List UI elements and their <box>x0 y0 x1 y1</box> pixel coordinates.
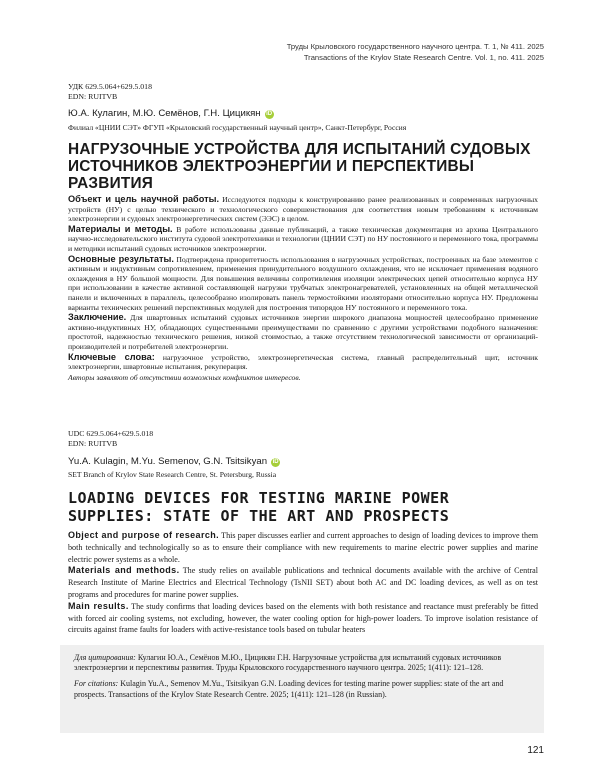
en-author-block <box>68 456 538 480</box>
en-objective-label: Object and purpose of research. <box>68 530 219 540</box>
en-authors <box>68 456 538 468</box>
en-methods-label: Materials and methods. <box>68 565 179 575</box>
citation-ru <box>74 653 530 673</box>
ru-affiliation: Филиал «ЦНИИ СЭТ» ФГУП «Крыловский государственный научный центр», Санкт-Петербург, Россия <box>68 123 538 133</box>
ru-objective <box>68 195 538 224</box>
ru-keywords <box>68 353 538 372</box>
citation-ru-text: Кулагин Ю.А., Семёнов М.Ю., Цицикян Г.Н. Нагрузочные устройства для испытаний судовых источников электроэнергии и перспективы развития. Труды Крыловского государственного научного центра. 2025; 1(411): 121–128. <box>74 653 501 672</box>
ru-edn: EDN: RUITVB <box>68 92 538 102</box>
ru-keywords-text: нагрузочное устройство, электроэнергетическая система, главный распределительный щит, источник электроэнергии, швартовные испытания, рекуперация. <box>68 353 538 372</box>
en-authors-text: Yu.A. Kulagin, M.Yu. Semenov, G.N. Tsitsikyan <box>68 456 267 468</box>
citation-box <box>60 645 544 733</box>
ru-author-block <box>68 108 538 133</box>
ru-objective-text: Исследуются подходы к конструированию ранее реализованных и современных нагрузочных устройств (НУ) с целью технического и технологического совершенствования для соответствия новым требованиям к источникам электроэнергии и судовых электроэнергетических систем (ЭЭС) в целом. <box>68 195 538 223</box>
ru-authors <box>68 108 538 120</box>
ru-methods-text: В работе использованы данные публикаций, а также техническая документация из архива Центрального научно-исследовательского института судовой электротехники и технологии (ЦНИИ СЭТ) по НУ постоянного и переменного тока, программы и методики испытаний судовых источников электроэнергии. <box>68 225 538 253</box>
ru-objective-label: Объект и цель научной работы. <box>68 194 219 204</box>
citation-ru-label: Для цитирования: <box>74 653 136 662</box>
ru-methods-label: Материалы и методы. <box>68 224 173 234</box>
running-header-en: Transactions of the Krylov State Research Centre. Vol. 1, no. 411. 2025 <box>287 53 544 64</box>
ru-results-text: Подтверждена приоритетность использования в нагрузочных устройствах, построенных на базе элементов с активным и индуктивным сопротивлением, применения принудительного воздушного охлаждения, что не исключает применения водяного охлаждения в НУ большой мощности. Для повышения величины сопротивления изоляции электрических цепей относительно корпуса НУ при использовании в качестве активной составляющей нагрузки трубчатых электронагревателей, установленных на общей металлической панели и включенных в параллель, целесообразно изолировать панель термостойкими изоляторами относительно корпуса НУ. Предложены варианты технических решений перспективных модулей для построения типорядов НУ постоянного и переменного тока. <box>68 255 538 312</box>
en-affiliation: SET Branch of Krylov State Research Centre, St. Petersburg, Russia <box>68 470 538 480</box>
ru-results-label: Основные результаты. <box>68 254 174 264</box>
orcid-icon[interactable]: iD <box>271 458 280 467</box>
en-results-text: The study confirms that loading devices based on the elements with both resistance and reactance must preferably be fitted with forced air cooling systems, not excluding, however, the water cooling option for high-power loaders. To improve isolation resistance of circuits against frame faults for loaders with active-resistance tools based on tubular heaters <box>68 602 538 635</box>
en-abstract <box>68 530 538 636</box>
citation-en-text: Kulagin Yu.A., Semenov M.Yu., Tsitsikyan G.N. Loading devices for testing marine power supplies: state of the art and prospects. Transactions of the Krylov State Research Centre. 2025; 1(411): 121–128 (in Russian). <box>74 679 503 698</box>
ru-abstract <box>68 195 538 382</box>
running-header-ru: Труды Крыловского государственного научного центра. Т. 1, № 411. 2025 <box>287 42 544 53</box>
ru-conclusion <box>68 313 538 351</box>
en-objective <box>68 530 538 565</box>
en-meta <box>68 429 538 449</box>
orcid-icon[interactable]: iD <box>265 110 274 119</box>
ru-udc: УДК 629.5.064+629.5.018 <box>68 82 538 92</box>
ru-authors-text: Ю.А. Кулагин, М.Ю. Семёнов, Г.Н. Цицикян <box>68 108 261 120</box>
en-title: LOADING DEVICES FOR TESTING MARINE POWER SUPPLIES: STATE OF THE ART AND PROSPECTS <box>68 489 538 525</box>
running-header <box>287 42 544 63</box>
ru-meta <box>68 82 538 102</box>
en-results-label: Main results. <box>68 601 129 611</box>
ru-results <box>68 255 538 313</box>
ru-conclusion-text: Для швартовных испытаний судовых источников энергии широкого диапазона мощностей целесообразно применение активно-индуктивных НУ, обладающих существенными преимуществами по сравнению с другими устройствами подобного назначения: простотой, надежностью технического решения, низкой стоимостью, а также отсутствием технологической зависимости от организаций-производителей и потребителей электроэнергии. <box>68 313 538 351</box>
en-methods <box>68 565 538 600</box>
ru-title: НАГРУЗОЧНЫЕ УСТРОЙСТВА ДЛЯ ИСПЫТАНИЙ СУДОВЫХ ИСТОЧНИКОВ ЭЛЕКТРОЭНЕРГИИ И ПЕРСПЕКТИВЫ РАЗВИТИЯ <box>68 141 538 192</box>
en-objective-text: This paper discusses earlier and current approaches to design of loading devices to improve them both technically and technologically so as to ensure their compliance with new requirements to marine electric power supplies and marine electric power systems as a whole. <box>68 531 538 564</box>
ru-conclusion-label: Заключение. <box>68 312 126 322</box>
citation-en-label: For citations: <box>74 679 118 688</box>
ru-keywords-label: Ключевые слова: <box>68 352 155 362</box>
citation-en <box>74 679 530 699</box>
citation-content <box>60 645 544 700</box>
en-methods-text: The study relies on available publications and technical documents available with the archive of Central Research Institute of Marine Electrics and Electrical Technology (TsNII SET) about both AC and DC loading devices, as well as on test programs and procedures for marine power supplies. <box>68 566 538 599</box>
en-edn: EDN: RUITVB <box>68 439 538 449</box>
page-number: 121 <box>527 745 544 756</box>
ru-methods <box>68 225 538 254</box>
en-results <box>68 601 538 636</box>
en-udc: UDC 629.5.064+629.5.018 <box>68 429 538 439</box>
ru-conflict-statement: Авторы заявляют об отсутствии возможных конфликтов интересов. <box>68 373 538 383</box>
